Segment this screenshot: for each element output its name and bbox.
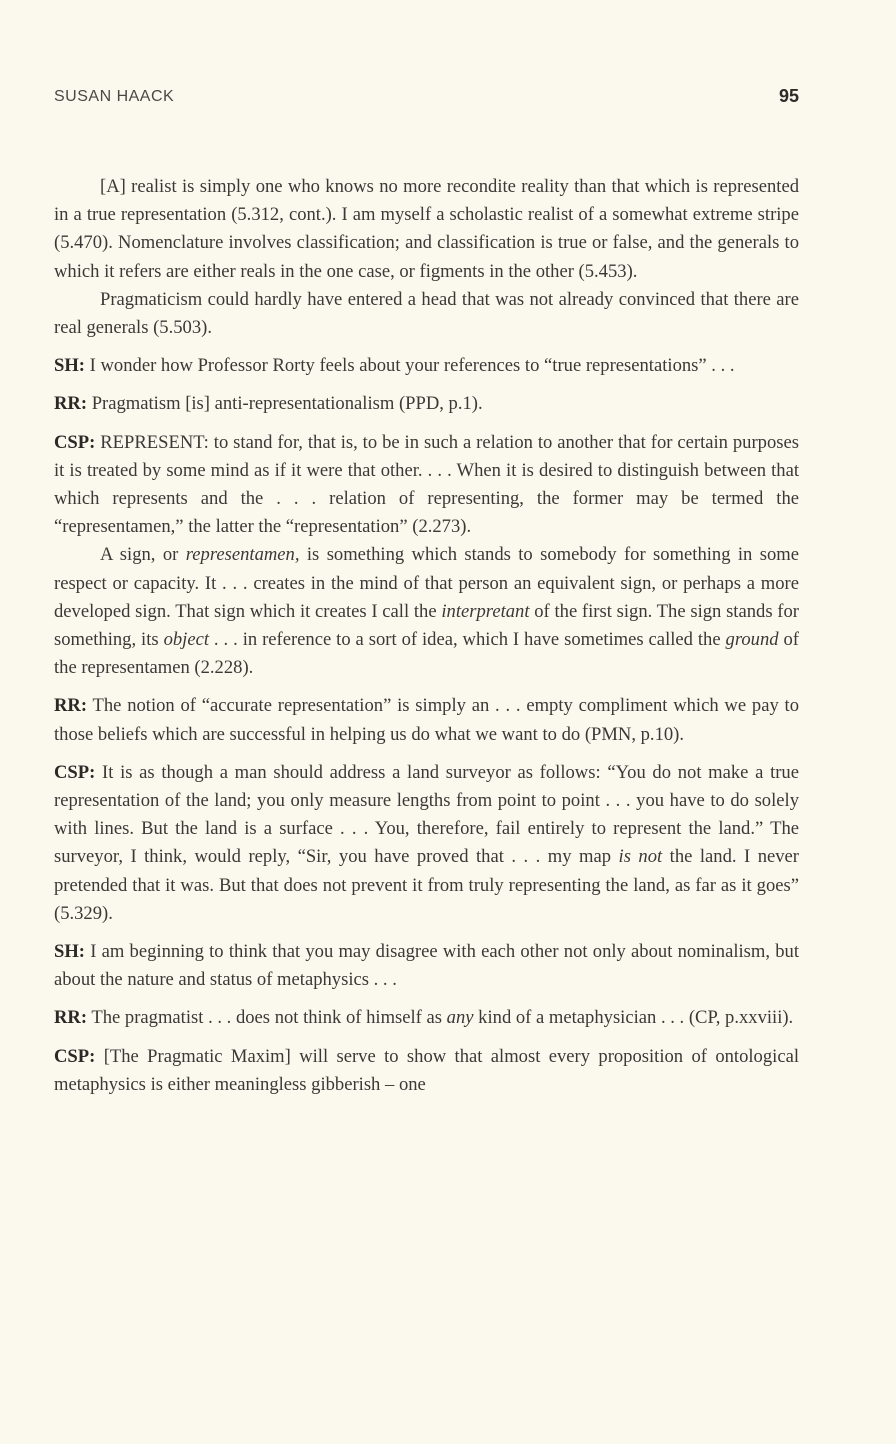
running-head: [54, 88, 799, 114]
dialogue-paragraph: [54, 1004, 799, 1032]
italic-text: object: [163, 629, 209, 651]
paragraph-text: is something which stands to somebody for something in some respect or capacity. It . . . creates in the mind of that person an equivalent sign, or perhaps a more developed sign. That sign which it creates I call the: [54, 544, 799, 622]
paragraph-text: the land. I never pretended that it was. But that does not prevent it from truly representing the land, as far as it goes” (5.329).: [54, 846, 799, 924]
italic-text: representamen,: [185, 544, 300, 566]
dialogue-paragraph: [54, 352, 799, 380]
italic-text: interpretant: [441, 600, 530, 622]
quote-paragraph: [54, 286, 799, 342]
speaker-label: CSP:: [54, 1045, 96, 1067]
body-text: [54, 173, 799, 1099]
paragraph-text: Pragmaticism could hardly have entered a head that was not already convinced that there are real generals (5.503).: [54, 288, 799, 339]
dialogue-paragraph: [54, 938, 799, 994]
paragraph-text: REPRESENT: to stand for, that is, to be in such a relation to another that for certain purposes it is treated by some mind as if it were that other. . . . When it is desired to distinguish between that which represents and the . . . relation of representing, the former may be termed the “representamen,” the latter the “representation” (2.273).: [54, 431, 799, 538]
italic-text: is not: [618, 846, 663, 868]
paragraph-text: Pragmatism [is] anti-representationalism (PPD, p.1).: [91, 393, 483, 415]
paragraph-text: It is as though a man should address a land surveyor as follows: “You do not make a true representation of the land; you only measure lengths from point to point . . . you have to do solely with lines. But the land is a surface . . . You, therefore, fail entirely to represent the land.” The surveyor, I think, would reply, “Sir, you have proved that . . . my map: [54, 761, 799, 868]
paragraph-text: [The Pragmatic Maxim] will serve to show that almost every proposition of ontological metaphysics is either meaningless gibberish – one: [54, 1045, 799, 1095]
paragraph-text: A sign, or: [100, 544, 186, 566]
dialogue-paragraph: [54, 429, 799, 542]
paragraph-text: [A] realist is simply one who knows no more recondite reality than that which is represented in a true representation (5.312, cont.). I am myself a scholastic realist of a somewhat extreme stripe (5.470). Nomenclature involves classification; and classification is true or false, and the generals to which it refers are either reals in the one case, or figments in the other (5.453).: [54, 176, 799, 282]
italic-text: ground: [725, 629, 779, 651]
paragraph-text: I am beginning to think that you may disagree with each other not only about nominalism, but about the nature and status of metaphysics . . .: [54, 941, 799, 991]
speaker-label: SH:: [54, 355, 85, 377]
speaker-label: CSP:: [54, 761, 96, 783]
dialogue-paragraph: [54, 692, 799, 748]
paragraph-text: The notion of “accurate representation” is simply an . . . empty compliment which we pay to those beliefs which are successful in helping us do what we want to do (PMN, p.10).: [54, 695, 799, 745]
dialogue-paragraph: [54, 1043, 799, 1099]
paragraph-text: of the first sign. The sign stands for something, its: [54, 600, 799, 651]
dialogue-paragraph: [54, 759, 799, 928]
italic-text: any: [446, 1007, 474, 1029]
paragraph-text: . . . in reference to a sort of idea, which I have sometimes called the: [209, 629, 726, 651]
speaker-label: RR:: [54, 695, 88, 717]
quote-paragraph: [54, 541, 799, 682]
book-page: [54, 0, 799, 1444]
speaker-label: RR:: [54, 1007, 88, 1029]
speaker-label: CSP:: [54, 431, 96, 453]
speaker-label: SH:: [54, 941, 85, 963]
speaker-label: RR:: [54, 393, 88, 415]
page-number: 95: [778, 86, 799, 106]
paragraph-text: of the representamen (2.228).: [54, 629, 800, 679]
running-head-author: SUSAN HAACK: [54, 88, 175, 105]
quote-paragraph: [54, 173, 799, 286]
paragraph-text: kind of a metaphysician . . . (CP, p.xxviii).: [473, 1007, 794, 1029]
dialogue-paragraph: [54, 390, 799, 418]
paragraph-text: The pragmatist . . . does not think of himself as: [91, 1007, 447, 1029]
paragraph-text: I wonder how Professor Rorty feels about your references to “true representations” . . .: [89, 355, 735, 377]
